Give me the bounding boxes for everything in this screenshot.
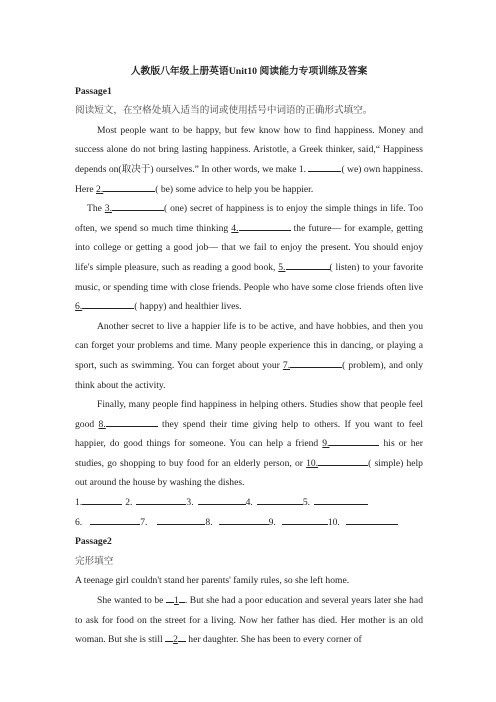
cloze-blank-2-right — [178, 632, 186, 642]
answer-blank-2[interactable] — [136, 495, 186, 505]
answer-label-3: 3. — [186, 497, 194, 509]
blank-9-number: 9. — [322, 438, 330, 450]
text-run: ( be) some advice to help you be happier. — [155, 183, 314, 195]
passage2-instruction: 完形填空 — [75, 555, 114, 567]
blank-6-number: 6. — [75, 301, 83, 313]
answer-label-1: 1. — [75, 497, 83, 509]
blank-5-number: 5. — [278, 261, 286, 273]
passage1-heading: Passage1 — [75, 85, 112, 97]
blank-8[interactable] — [106, 417, 158, 427]
text-run: ( happy) and healthier lives. — [134, 301, 242, 313]
cloze-blank-1-number[interactable]: 1 — [174, 595, 179, 607]
answer-row-2 — [75, 513, 423, 533]
text-run: ( listen) to your favorite music, or spending time with close friends. People who have some close friends often live — [75, 261, 423, 293]
text-run: Most people want to be happy, but few know how to find happiness. Money and success alone do not bring lasting happiness. Aristotle, a Greek thinker, said,“ Happiness depends on(取决于) ourselves.” In other words, we make 1. — [75, 124, 423, 175]
answer-label-10: 10. — [327, 516, 340, 528]
blank-8-number: 8. — [98, 418, 106, 430]
blank-7[interactable] — [290, 358, 342, 368]
answer-label-6: 6. — [75, 516, 83, 528]
answer-blank-4[interactable] — [257, 495, 303, 505]
answer-blank-1[interactable] — [82, 495, 122, 505]
document-title: 人教版八年级上册英语Unit10 阅读能力专项训练及答案 — [130, 66, 368, 77]
passage2-heading: Passage2 — [75, 536, 112, 548]
passage2-paragraph-2 — [75, 591, 423, 650]
text-run: his or her studies, go shopping to buy food for an elderly person, or — [75, 438, 423, 469]
passage2-paragraph-1: A teenage girl couldn't stand her parents' family rules, so she left home. — [75, 575, 350, 587]
blank-2-number: 2. — [96, 183, 104, 195]
blank-3-number: 3. — [104, 203, 112, 215]
answer-blank-8[interactable] — [219, 515, 269, 525]
answer-label-7: 7. — [140, 516, 148, 528]
answer-label-9: 9. — [268, 516, 276, 528]
blank-10[interactable] — [318, 456, 368, 466]
answer-blank-7[interactable] — [157, 515, 205, 525]
blank-5[interactable] — [286, 260, 330, 270]
answer-blank-3[interactable] — [198, 495, 246, 505]
answer-label-8: 8. — [205, 516, 213, 528]
text-run: ( we) own happiness. Here — [75, 163, 423, 195]
cloze-blank-2-left — [165, 632, 173, 642]
blank-4[interactable] — [239, 221, 291, 231]
cloze-blank-1-left — [166, 593, 174, 603]
answer-blank-5[interactable] — [314, 495, 368, 505]
text-run: The — [87, 203, 105, 215]
cloze-blank-2-number[interactable]: 2 — [173, 634, 178, 646]
text-run: She wanted to be — [97, 595, 167, 607]
answer-label-5: 5. — [302, 497, 311, 509]
answer-row-1 — [75, 493, 423, 513]
answer-label-4: 4. — [245, 497, 253, 509]
blank-1[interactable] — [308, 162, 341, 172]
passage1-paragraph-3 — [75, 317, 423, 395]
text-run: . But she had a poor education and several years later she had to ask for food on the street for a living. Now her father has died. Her mother is an old woman. But she is still — [75, 595, 423, 646]
passage1-paragraph-2 — [75, 199, 423, 317]
answer-blank-9[interactable] — [282, 515, 328, 525]
text-run: her daughter. She has been to every corner of — [185, 634, 362, 646]
answer-label-2: 2. — [125, 497, 133, 509]
answer-blank-10[interactable] — [346, 515, 398, 525]
text-run: ( problem), and only think about the activity. — [75, 359, 423, 391]
text-run: ( simple) help out around the house by washing the dishes. — [75, 457, 423, 489]
blank-7-number: 7. — [282, 359, 291, 371]
blank-3[interactable] — [112, 201, 164, 211]
document-body — [75, 62, 423, 650]
blank-6[interactable] — [82, 299, 134, 309]
blank-9[interactable] — [329, 436, 379, 446]
blank-10-number: 10. — [306, 457, 319, 469]
passage1-instruction: 阅读短文，在空格处填入适当的词或使用括号中词语的正确形式填空。 — [75, 105, 373, 117]
text-run: Finally, many people find happiness in helping others. Studies show that people feel good — [75, 399, 423, 430]
passage1-paragraph-4 — [75, 395, 423, 493]
text-run: they spend their time giving help to others. If you want to feel happier, do good things for someone. You can help a friend — [75, 418, 423, 450]
blank-2[interactable] — [103, 182, 155, 192]
text-run: the future— for example, getting into college or getting a good job— that we fail to enjoy the present. You should enjoy life's simple pleasure, such as reading a good book, — [75, 222, 423, 273]
text-run: Another secret to live a happier life is to be active, and have hobbies, and then you can forget your problems and time. Many people experience this in dancing, or playing a sport, such as swimming. You can forget about your — [75, 320, 423, 371]
text-run: ( one) secret of happiness is to enjoy the simple things in life. Too often, we spend so much time thinking — [75, 203, 423, 234]
answer-blank-6[interactable] — [90, 515, 140, 525]
blank-4-number: 4. — [231, 222, 239, 234]
passage1-paragraph-1 — [75, 121, 423, 199]
